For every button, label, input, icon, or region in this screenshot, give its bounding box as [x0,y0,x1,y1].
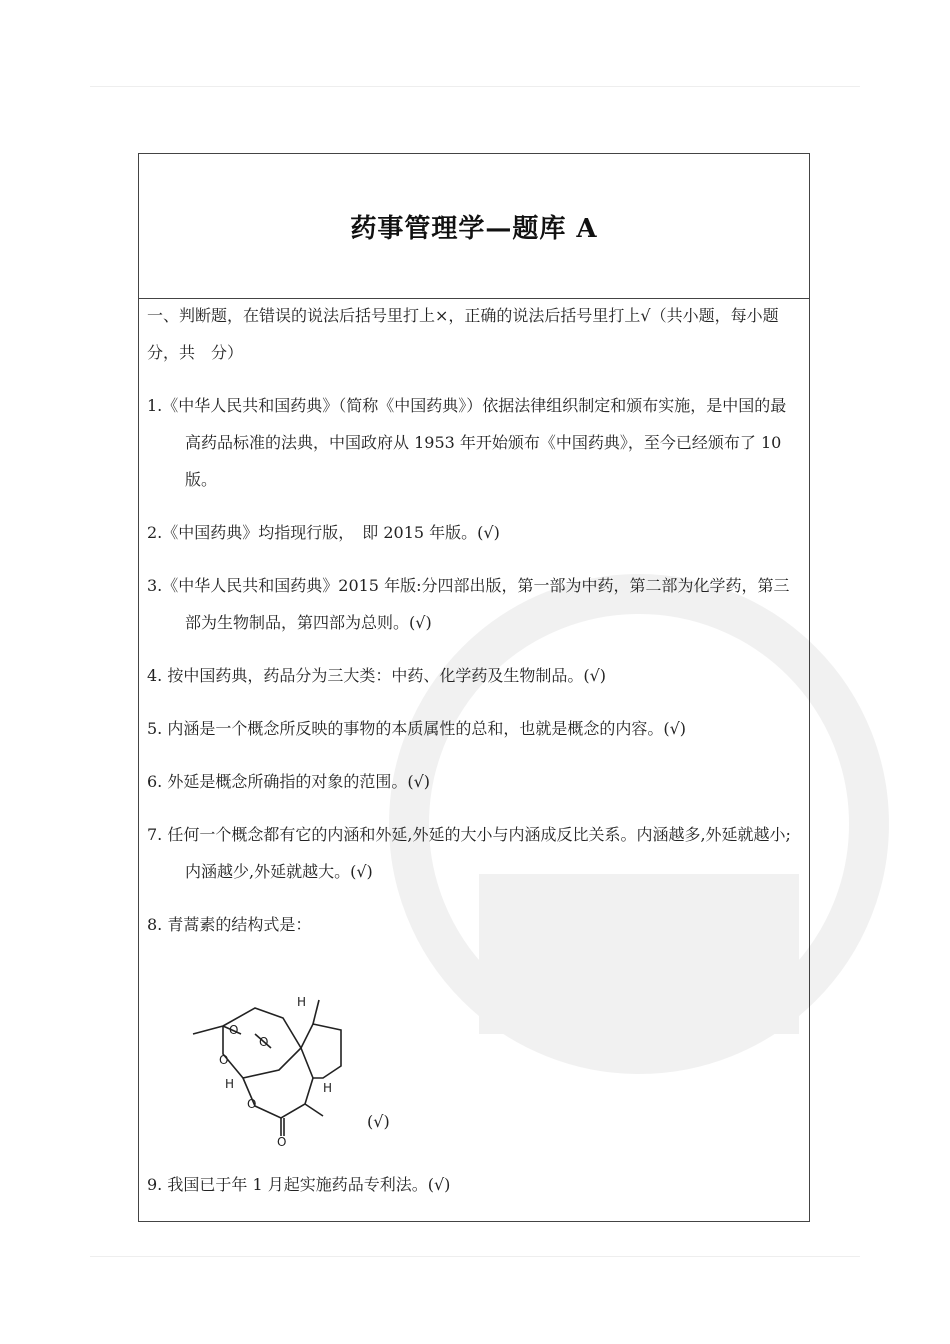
question-item: 7. 任何一个概念都有它的内涵和外延,外延的大小与内涵成反比关系。内涵越多,外延就越小;内涵越少,外延就越大。(√) [147,825,791,881]
atom-label: O [219,1053,229,1067]
page-title: 药事管理学—题库 A [350,213,598,244]
page-top-rule [90,86,860,87]
atom-label: O [247,1097,257,1111]
title-box [139,154,809,299]
question-list [139,297,809,943]
question-item: 4. 按中国药典，药品分为三大类：中药、化学药及生物制品。(√) [147,666,607,685]
q8-answer: (√) [367,1112,390,1131]
question-item: 6. 外延是概念所确指的对象的范围。(√) [147,772,431,791]
atom-label: O [277,1135,287,1146]
section-intro: 一、判断题，在错误的说法后括号里打上×，正确的说法后括号里打上√（共小题，每小题 分，共 分） [147,306,795,362]
page-bottom-rule [90,1256,860,1257]
question-item: 2.《中国药典》均指现行版， 即 2015 年版。(√) [147,523,500,542]
question-item: 5. 内涵是一个概念所反映的事物的本质属性的总和，也就是概念的内容。(√) [147,719,687,738]
question-sheet [138,153,810,1222]
question-item: 9. 我国已于年 1 月起实施药品专利法。(√) [147,1175,451,1194]
question-item: 1.《中华人民共和国药典》（简称《中国药典》）依据法律组织制定和颁布实施，是中国的最高药品标准的法典，中国政府从 1953 年开始颁布《中国药典》，至今已经颁布了 10 版。 [147,396,787,489]
atom-label: O [229,1023,239,1037]
atom-label: H [297,995,307,1009]
artemisinin-structure [163,966,343,1146]
question-item: 8. 青蒿素的结构式是： [147,915,312,934]
atom-label: O [259,1035,269,1049]
question-item: 3.《中华人民共和国药典》2015 年版:分四部出版，第一部为中药，第二部为化学药，第三部为生物制品，第四部为总则。(√) [147,576,790,632]
atom-label: H [225,1077,235,1091]
atom-label: H [323,1081,333,1095]
